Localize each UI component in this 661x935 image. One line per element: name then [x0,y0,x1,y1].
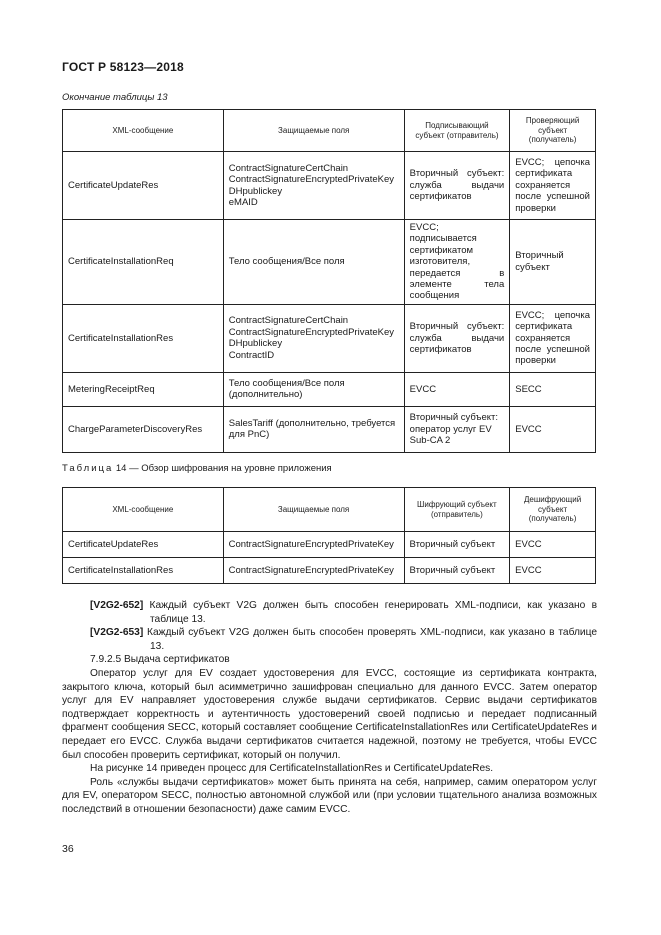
col-header-signer: Подписывающий субъект (отправитель) [404,110,510,152]
cell-protected-fields: ContractSignatureCertChain ContractSignatureEncryptedPrivateKey DHpublickey ContractID [223,304,404,372]
cell-verifier: EVCC; цепочка сертификата сохраняется после успешной проверки [510,152,596,220]
cell-xml-message: CertificateInstallationRes [63,558,224,584]
cell-xml-message: CertificateInstallationRes [63,304,224,372]
page-number: 36 [62,843,74,855]
cell-encryptor: Вторичный субъект [404,558,510,584]
table14-caption-label: Таблица [62,463,114,474]
table13-caption: Окончание таблицы 13 [62,92,168,103]
requirement-653-line [90,626,597,653]
requirement-id: [V2G2-652] [90,600,144,611]
table-row [63,152,596,220]
cell-decryptor: EVCC [510,532,596,558]
table-row [63,372,596,406]
requirement-text: Каждый субъект V2G должен быть способен генерировать XML-подписи, как указано в таблице 13. [149,600,597,625]
requirement-652 [90,599,597,626]
paragraph: Роль «службы выдачи сертификатов» может быть принята на себя, например, самим оператором услуг для EV, оператором SECC, полностью автономной службой или (при условии тщательного анализа возможных последствий в отношении безопасности) даже самим EVCC. [62,776,597,815]
section-heading: 7.9.2.5 Выдача сертификатов [90,654,230,666]
document-header: ГОСТ Р 58123—2018 [62,60,184,74]
table-row [63,406,596,452]
col-header-decryptor: Дешифрующий субъект (получатель) [510,488,596,532]
cell-verifier: EVCC [510,406,596,452]
paragraph: На рисунке 14 приведен процесс для CertificateInstallationRes и CertificateUpdateRes. [90,763,494,775]
table14-caption-text: 14 — Обзор шифрования на уровне приложения [115,463,332,474]
table-13 [62,109,596,453]
cell-protected-fields: ContractSignatureEncryptedPrivateKey [223,532,404,558]
col-header-protected-fields: Защищаемые поля [223,110,404,152]
col-header-xml-message: XML-сообщение [63,110,224,152]
requirement-text: Каждый субъект V2G должен быть способен проверять XML-подписи, как указано в таблице 13. [147,627,597,652]
requirement-id: [V2G2-653] [90,627,144,639]
table-row [63,220,596,305]
table-14 [62,487,596,584]
cell-verifier: SECC [510,372,596,406]
cell-xml-message: ChargeParameterDiscoveryRes [63,406,224,452]
table14-caption [62,463,332,474]
cell-protected-fields: ContractSignatureCertChain ContractSignatureEncryptedPrivateKey DHpublickey eMAID [223,152,404,220]
paragraph: Оператор услуг для EV создает удостоверения для EVCC, состоящие из сертификата контракта, закрытого ключа, который был асимметрично зашифрован специально для данного EVCC. Затем оператор услуг для EV направляет удостоверения службе выдачи сертификатов. Сервис выдачи сертификатов подтверждает корректность и аутентичность удостоверений своей подписью и передает подписанный фрагмент сообщения SECC, который составляет сообщение CertificateInstallationRes или CertificateUpdateRes и передает его EVCC. Служба выдачи сертификатов считается надежной, поэтому не требуется, чтобы EVCC был способен проверить сертификат, который он получил. [62,667,597,761]
col-header-verifier: Проверяющий субъект (получатель) [510,110,596,152]
cell-verifier: Вторичный субъект [510,220,596,305]
cell-xml-message: CertificateUpdateRes [63,152,224,220]
col-header-xml-message: XML-сообщение [63,488,224,532]
cell-protected-fields: ContractSignatureEncryptedPrivateKey [223,558,404,584]
cell-signer: Вторичный субъект: служба выдачи сертификатов [404,304,510,372]
table-row [63,558,596,584]
cell-signer: EVCC [404,372,510,406]
cell-signer: Вторичный субъект: служба выдачи сертификатов [404,152,510,220]
cell-xml-message: CertificateUpdateRes [63,532,224,558]
cell-encryptor: Вторичный субъект [404,532,510,558]
col-header-encryptor: Шифрующий субъект (отправитель) [404,488,510,532]
cell-signer: EVCC; подписывается сертификатом изготовителя, передается в элементе тела сообщения [404,220,510,305]
table-row [63,304,596,372]
table-header-row [63,110,596,152]
cell-xml-message: MeteringReceiptReq [63,372,224,406]
body-text [62,599,597,817]
cell-verifier: EVCC; цепочка сертификата сохраняется после успешной проверки [510,304,596,372]
requirement-652-line [90,599,597,626]
cell-protected-fields: Тело сообщения/Все поля (дополнительно) [223,372,404,406]
table-header-row [63,488,596,532]
cell-protected-fields: Тело сообщения/Все поля [223,220,404,305]
requirement-653 [90,626,597,653]
cell-xml-message: CertificateInstallationReq [63,220,224,305]
table-row [63,532,596,558]
cell-protected-fields: SalesTariff (дополнительно, требуется для PnC) [223,406,404,452]
cell-signer: Вторичный субъект: оператор услуг EV Sub-CA 2 [404,406,510,452]
cell-decryptor: EVCC [510,558,596,584]
col-header-protected-fields: Защищаемые поля [223,488,404,532]
